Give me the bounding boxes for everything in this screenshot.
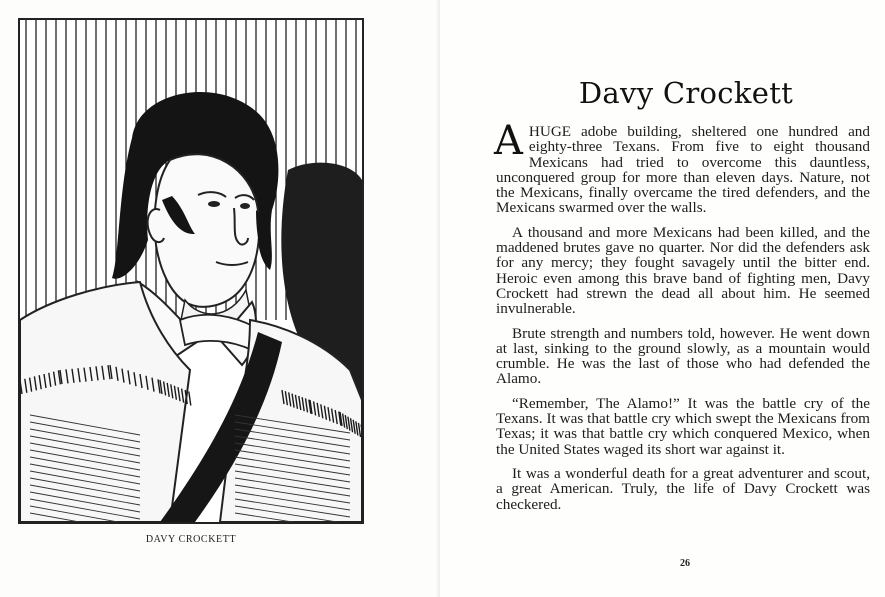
paragraph-1-text: HUGE adobe building, sheltered one hundred and eighty-three Texans. From five to eight thousand Mexicans had tried to overcome this dauntless, unconquered group for more than eleven days. Nature, not the Mexicans, finally overcame the tired defenders, and the Mexicans swarmed over the walls. bbox=[496, 123, 870, 217]
left-page bbox=[0, 0, 440, 597]
paragraph-4: “Remember, The Alamo!” It was the battle cry of the Texans. It was that battle cry which swept the Mexicans from Texas; it was that battle cry which conquered Mexico, when the United States waged its short war against it. bbox=[496, 394, 870, 458]
page-number: 26 bbox=[680, 558, 690, 569]
chapter-title: Davy Crockett bbox=[578, 76, 794, 110]
paragraph-3: Brute strength and numbers told, however. He went down at last, sinking to the ground slowly, as a mountain would crumble. He was the last of those who had defended the Alamo. bbox=[496, 324, 870, 388]
body-text bbox=[494, 118, 870, 521]
portrait-drawing bbox=[20, 20, 362, 522]
paragraph-2: A thousand and more Mexicans had been killed, and the maddened brutes gave no quarter. Nor did the defenders ask for any mercy; they fought savagely until the bitter end. Heroic even among this brave band of fighting men, Davy Crockett had strewn the dead all about him. He seemed invulnerable. bbox=[496, 223, 870, 318]
paragraph-5: It was a wonderful death for a great adventurer and scout, a great American. Truly, the life of Davy Crockett was checkered. bbox=[496, 464, 870, 513]
paragraph-1 bbox=[494, 118, 870, 217]
right-page bbox=[440, 0, 885, 597]
drop-cap: A bbox=[494, 118, 523, 164]
portrait-illustration bbox=[18, 18, 364, 524]
illustration-caption: DAVY CROCKETT bbox=[145, 534, 237, 545]
